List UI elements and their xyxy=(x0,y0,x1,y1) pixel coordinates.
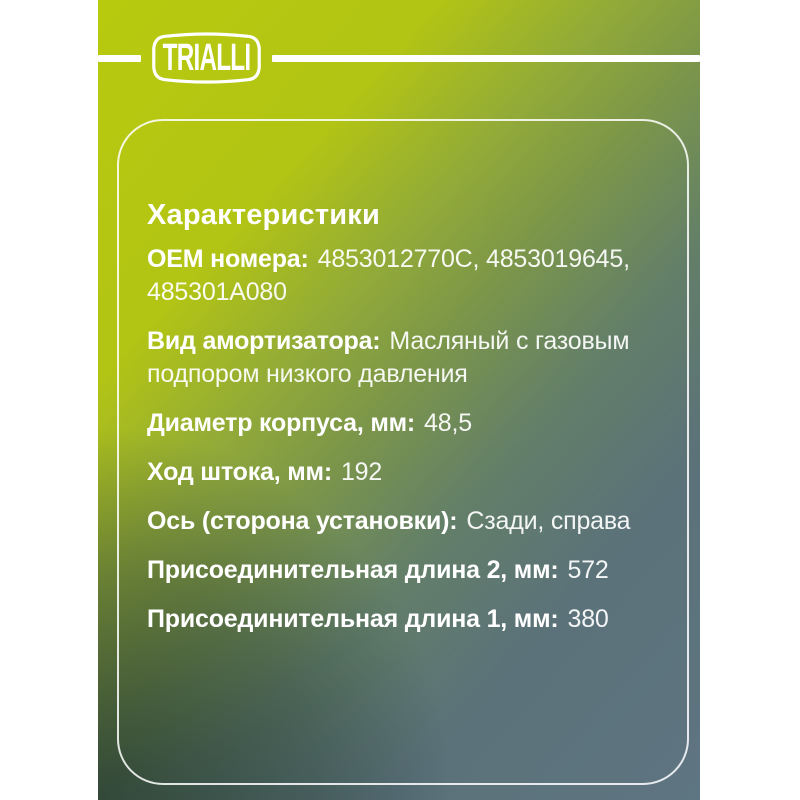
spec-label: Ось (сторона установки): xyxy=(147,507,458,535)
spec-row-oem xyxy=(147,243,659,309)
spec-value: 4853012770C, 4853019645, 485301A080 xyxy=(147,245,630,306)
characteristics-card xyxy=(117,119,689,785)
gradient-artwork xyxy=(98,0,700,800)
spec-value: Масляный с газовым подпором низкого давления xyxy=(147,327,630,388)
spec-value: 572 xyxy=(567,556,609,584)
spec-row-body-diameter xyxy=(147,407,659,440)
spec-value: 380 xyxy=(567,605,609,633)
spec-row-axle xyxy=(147,505,659,538)
spec-value: 48,5 xyxy=(424,409,472,437)
trialli-logo-badge xyxy=(150,30,263,86)
spec-label: Присоединительная длина 1, мм: xyxy=(147,605,559,633)
spec-row-type xyxy=(147,325,659,391)
logo-text: TRIALLI xyxy=(162,35,251,79)
spec-row-rod-stroke xyxy=(147,456,659,489)
spec-row-length-2 xyxy=(147,554,659,587)
spec-value: 192 xyxy=(340,458,383,486)
spec-value: Сзади, справа xyxy=(466,507,631,535)
spec-row-length-1 xyxy=(147,603,659,636)
spec-label: Вид амортизатора: xyxy=(147,327,381,355)
brand-logo-band xyxy=(98,30,700,86)
spec-label: Ход штока, мм: xyxy=(147,458,332,486)
card-title: Характеристики xyxy=(147,199,381,231)
logo-divider-line-right xyxy=(272,55,700,62)
logo-divider-line-left xyxy=(98,55,141,62)
spec-label: OEM номера: xyxy=(147,245,309,273)
spec-label: Присоединительная длина 2, мм: xyxy=(147,556,559,584)
spec-label: Диаметр корпуса, мм: xyxy=(147,409,416,437)
